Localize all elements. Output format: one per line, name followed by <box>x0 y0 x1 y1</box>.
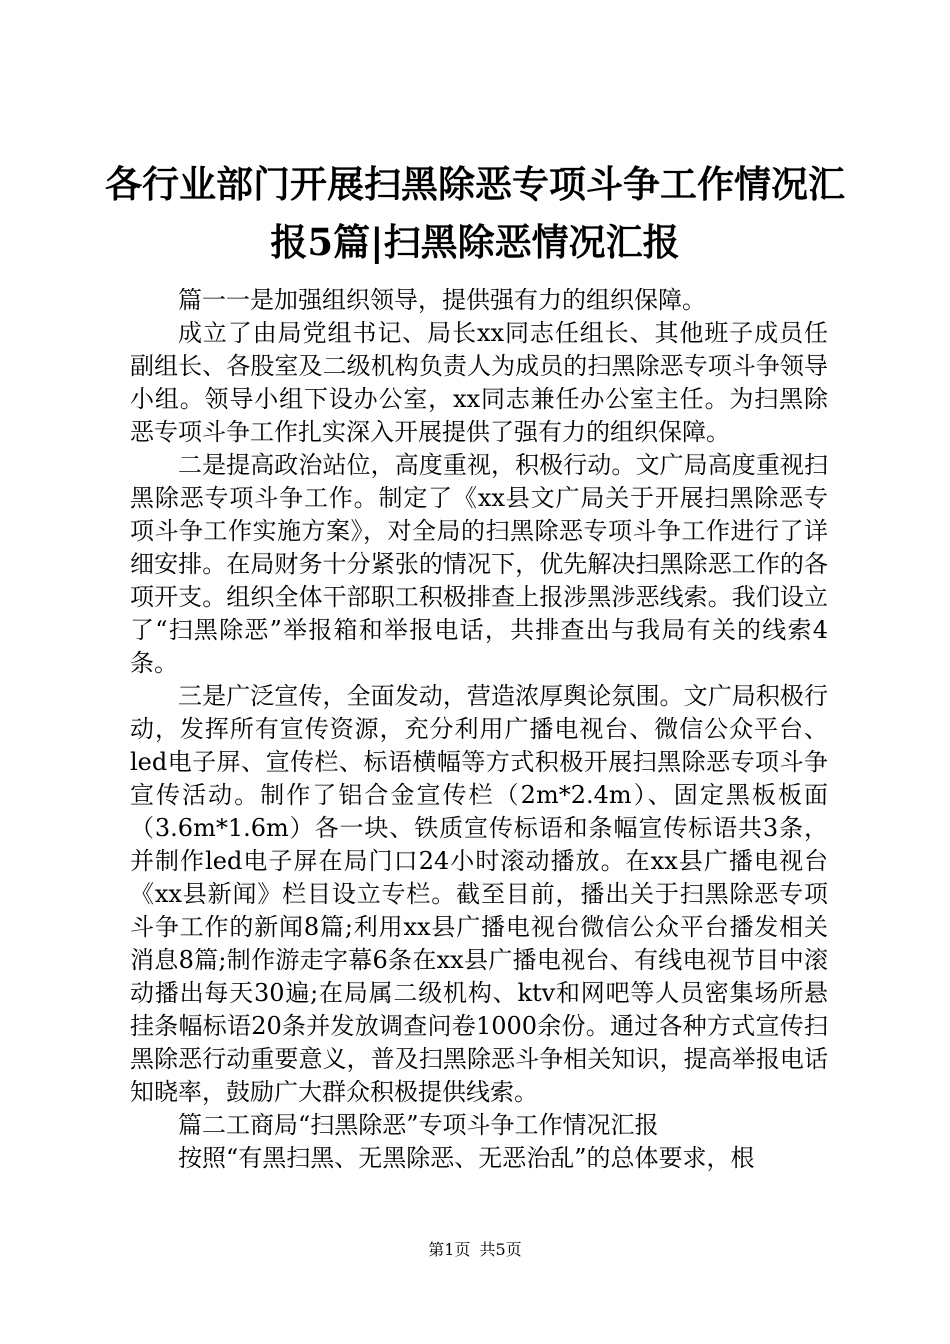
paragraph-section-two-start: 按照“有黑扫黑、无黑除恶、无恶治乱”的总体要求，根 <box>178 1144 755 1172</box>
paragraph-publicity: 三是广泛宣传，全面发动，营造浓厚舆论氛围。文广局积极行动，发挥所有宣传资源，充分利用广播电视台、微信公众平台、led电子屏、宣传栏、标语横幅等方式积极开展扫黑除恶专项斗争宣传活动。制作了铝合金宣传栏（2m*2.4m）、固定黑板板面（3.6m*1.6m）各一块、铁质宣传标语和条幅宣传标语共3条，并制作led电子屏在局门口24小时滚动播放。在xx县广播电视台《xx县新闻》栏目设立专栏。截至目前，播出关于扫黑除恶专项斗争工作的新闻8篇;利用xx县广播电视台微信公众平台播发相关消息8篇;制作游走字幕6条在xx县广播电视台、有线电视节目中滚动播出每天30遍;在局属二级机构、ktv和网吧等人员密集场所悬挂条幅标语20条并发放调查问卷1000余份。通过各种方式宣传扫黑除恶行动重要意义，普及扫黑除恶斗争相关知识，提高举报电话知晓率，鼓励广大群众积极提供线索。 <box>130 682 828 1106</box>
document-body <box>130 284 828 1175</box>
paragraph-section-one-heading: 篇一一是加强组织领导，提供强有力的组织保障。 <box>178 286 706 314</box>
page-number-footer: 第1页 共5页 <box>428 1240 522 1259</box>
document-title-line-1: 各行业部门开展扫黑除恶专项斗争工作情况汇 <box>105 162 845 206</box>
paragraph-political-stance: 二是提高政治站位，高度重视，积极行动。文广局高度重视扫黑除恶专项斗争工作。制定了《xx县文广局关于开展扫黑除恶专项斗争工作实施方案》，对全局的扫黑除恶专项斗争工作进行了详细安排。在局财务十分紧张的情况下，优先解决扫黑除恶工作的各项开支。组织全体干部职工积极排查上报涉黑涉恶线索。我们设立了“扫黑除恶”举报箱和举报电话，共排查出与我局有关的线索4条。 <box>130 451 828 677</box>
document-title-line-2: 报5篇|扫黑除恶情况汇报 <box>270 220 680 264</box>
paragraph-leadership-group: 成立了由局党组书记、局长xx同志任组长、其他班子成员任副组长、各股室及二级机构负责人为成员的扫黑除恶专项斗争领导小组。领导小组下设办公室，xx同志兼任办公室主任。为扫黑除恶专项斗争工作扎实深入开展提供了强有力的组织保障。 <box>130 319 828 446</box>
paragraph-section-two-heading: 篇二工商局“扫黑除恶”专项斗争工作情况汇报 <box>178 1111 659 1139</box>
